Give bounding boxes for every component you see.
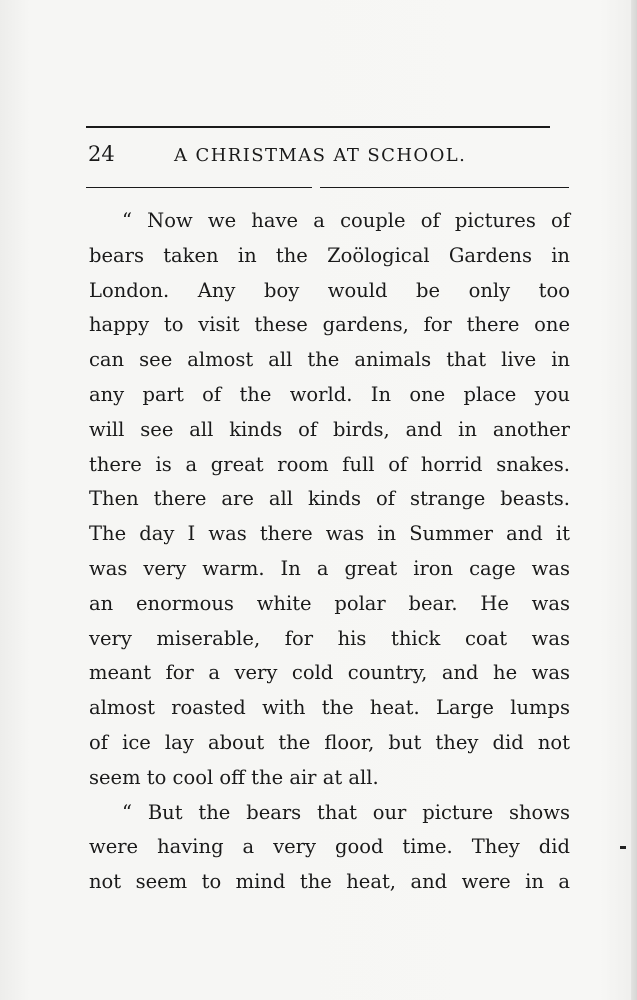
text-line: bears taken in the Zoölogical Gardens in [89,243,570,267]
text-line: London. Any boy would be only too [89,278,570,302]
text-line: “ But the bears that our picture shows [122,800,570,824]
margin-mark [620,846,626,849]
text-line: will see all kinds of birds, and in another [89,417,570,441]
text-line: were having a very good time. They did [89,835,570,859]
page-number: 24 [88,142,115,166]
text-line: any part of the world. In one place you [89,382,570,406]
body-text [89,204,570,900]
header-rule-bottom-right [320,187,569,188]
page-header [86,142,566,174]
text-line: there is a great room full of horrid snakes. [89,452,570,476]
text-line: of ice lay about the floor, but they did not [89,730,570,754]
text-line: happy to visit these gardens, for there one [89,313,570,337]
text-line: can see almost all the animals that live in [89,348,570,372]
text-line: Then there are all kinds of strange beasts. [89,487,570,511]
running-head: A CHRISTMAS AT SCHOOL. [174,145,467,166]
header-rule-bottom-left [86,187,312,188]
text-line: The day I was there was in Summer and it [89,522,570,546]
text-line: “ Now we have a couple of pictures of [122,209,570,232]
text-line: very miserable, for his thick coat was [89,626,570,650]
text-line: was very warm. In a great iron cage was [89,556,570,580]
text-line: seem to cool off the air at all. [89,765,379,789]
page-edge-shadow [631,0,637,1000]
text-line: meant for a very cold country, and he was [89,661,570,685]
text-line: an enormous white polar bear. He was [89,591,570,615]
header-rule-top [86,126,550,128]
text-line: almost roasted with the heat. Large lumps [89,696,570,720]
text-line: not seem to mind the heat, and were in a [89,870,570,894]
